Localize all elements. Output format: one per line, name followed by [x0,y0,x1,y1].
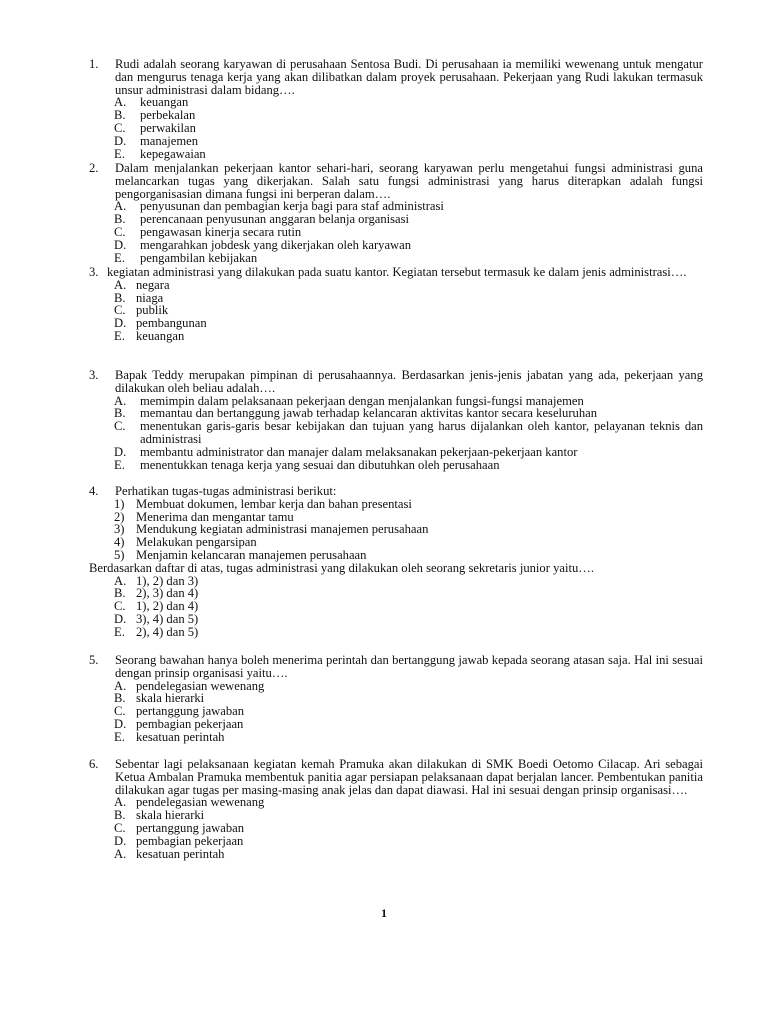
option: A. negara [114,277,170,292]
question-5 [89,654,703,744]
option: C. pertanggung jawaban [114,820,245,835]
option: C. pengawasan kinerja secara rutin [114,224,302,239]
question-text: Seorang bawahan hanya boleh menerima perintah dan bertanggung jawab kepada seorang atasan saja. Hal ini sesuai dengan prinsip organisasi yaitu…. [115,653,703,680]
option: A. kesatuan perintah [114,846,225,861]
question-number: 3. [89,265,99,279]
option: C. pertanggung jawaban [114,704,245,719]
question-number: 2. [89,161,99,175]
list-item: 4) Melakukan pengarsipan [114,535,257,550]
question-stem [89,162,703,200]
question-stem [89,58,703,96]
list-item: 1) Membuat dokumen, lembar kerja dan bahan presentasi [114,496,412,511]
question-1 [89,58,703,160]
question-number: 3. [89,368,99,382]
option: E. keuangan [114,328,185,343]
option: B. skala hierarki [114,808,205,823]
question-4 [89,485,703,639]
option: E. kepegawaian [114,146,206,161]
list-item: 3) Mendukung kegiatan administrasi manajemen perusahaan [114,522,429,537]
option: B. skala hierarki [114,691,205,706]
option: A. 1), 2) dan 3) [114,573,199,588]
question-6 [89,758,703,860]
question-stem [89,485,703,498]
question-number: 6. [89,757,99,771]
option: E. menentukkan tenaga kerja yang sesuai dan dibutuhkan oleh perusahaan [114,457,500,472]
option: E. kesatuan perintah [114,729,225,744]
option: B. perbekalan [114,108,196,123]
option: A. pendelegasian wewenang [114,795,265,810]
option: D. pembangunan [114,316,207,331]
option: B. memantau dan bertanggung jawab terhadap kelancaran aktivitas kantor secara keseluruhan [114,406,598,421]
page-number: 1 [381,906,387,920]
option: D. membantu administrator dan manajer dalam melaksanakan pekerjaan-pekerjaan kantor [114,444,578,459]
question-3b [89,369,703,471]
option: A. memimpin dalam pelaksanaan pekerjaan dengan menjalankan fungsi-fungsi manajemen [114,393,584,408]
question-text: Perhatikan tugas-tugas administrasi berikut: [115,484,337,498]
question-text: Rudi adalah seorang karyawan di perusahaan Sentosa Budi. Di perusahaan ia memiliki wewenang untuk mengatur dan mengurus tenaga kerja yang akan dilibatkan dalam proyek perusahaan. Pekerjaan yang Rudi lakukan termasuk unsur administrasi dalam bidang…. [115,57,703,97]
question-stem [89,266,703,279]
option: C. menentukan garis-garis besar kebijakan dan tujuan yang harus dijalankan oleh kantor, pelayanan teknis dan administrasi [114,419,703,446]
question-followup: Berdasarkan daftar di atas, tugas administrasi yang dilakukan oleh seorang sekretaris junior yaitu…. [89,560,594,575]
option: D. mengarahkan jobdesk yang dikerjakan oleh karyawan [114,237,412,252]
question-2 [89,162,703,264]
option: E. 2), 4) dan 5) [114,624,199,639]
question-stem [89,654,703,680]
option: D. manajemen [114,133,199,148]
question-text: kegiatan administrasi yang dilakukan pada suatu kantor. Kegiatan tersebut termasuk ke dalam jenis administrasi…. [107,265,687,279]
question-number: 5. [89,653,99,667]
option: D. pembagian pekerjaan [114,716,244,731]
option: A. keuangan [114,95,189,110]
option: B. niaga [114,290,164,305]
list-item: 5) Menjamin kelancaran manajemen perusahaan [114,547,367,562]
option: C. publik [114,303,169,318]
option: A. pendelegasian wewenang [114,678,265,693]
option: D. pembagian pekerjaan [114,833,244,848]
question-text: Sebentar lagi pelaksanaan kegiatan kemah Pramuka akan dilakukan di SMK Boedi Oetomo Cilacap. Ari sebagai Ketua Ambalan Pramuka membentuk panitia agar persiapan pelaksanaan dapat berjalan lancer. Pembentukan panitia dilakukan agar tugas per masing-masing anak jelas dan dapat diawasi. Hal ini sesuai dengan prinsip organisasi…. [115,757,703,797]
option: A. penyusunan dan pembagian kerja bagi para staf administrasi [114,199,444,214]
option: B. 2), 3) dan 4) [114,586,199,601]
list-item: 2) Menerima dan mengantar tamu [114,509,294,524]
option: C. 1), 2) dan 4) [114,599,199,614]
option: B. perencanaan penyusunan anggaran belanja organisasi [114,212,410,227]
option: C. perwakilan [114,120,196,135]
question-number: 4. [89,484,99,498]
question-stem [89,369,703,395]
option: D. 3), 4) dan 5) [114,611,199,626]
option: E. pengambilan kebijakan [114,250,258,265]
question-number: 1. [89,57,99,71]
question-stem [89,758,703,796]
question-text: Bapak Teddy merupakan pimpinan di perusahaannya. Berdasarkan jenis-jenis jabatan yang ada, pekerjaan yang dilakukan oleh beliau adalah…. [115,368,703,395]
question-3a [89,266,703,343]
question-text: Dalam menjalankan pekerjaan kantor sehari-hari, seorang karyawan perlu mengetahui fungsi administrasi guna melancarkan tugas yang dikerjakan. Salah satu fungsi administrasi yang harus diterapkan adalah fungsi pengorganisasian dimana fungsi ini berperan dalam…. [115,161,703,201]
